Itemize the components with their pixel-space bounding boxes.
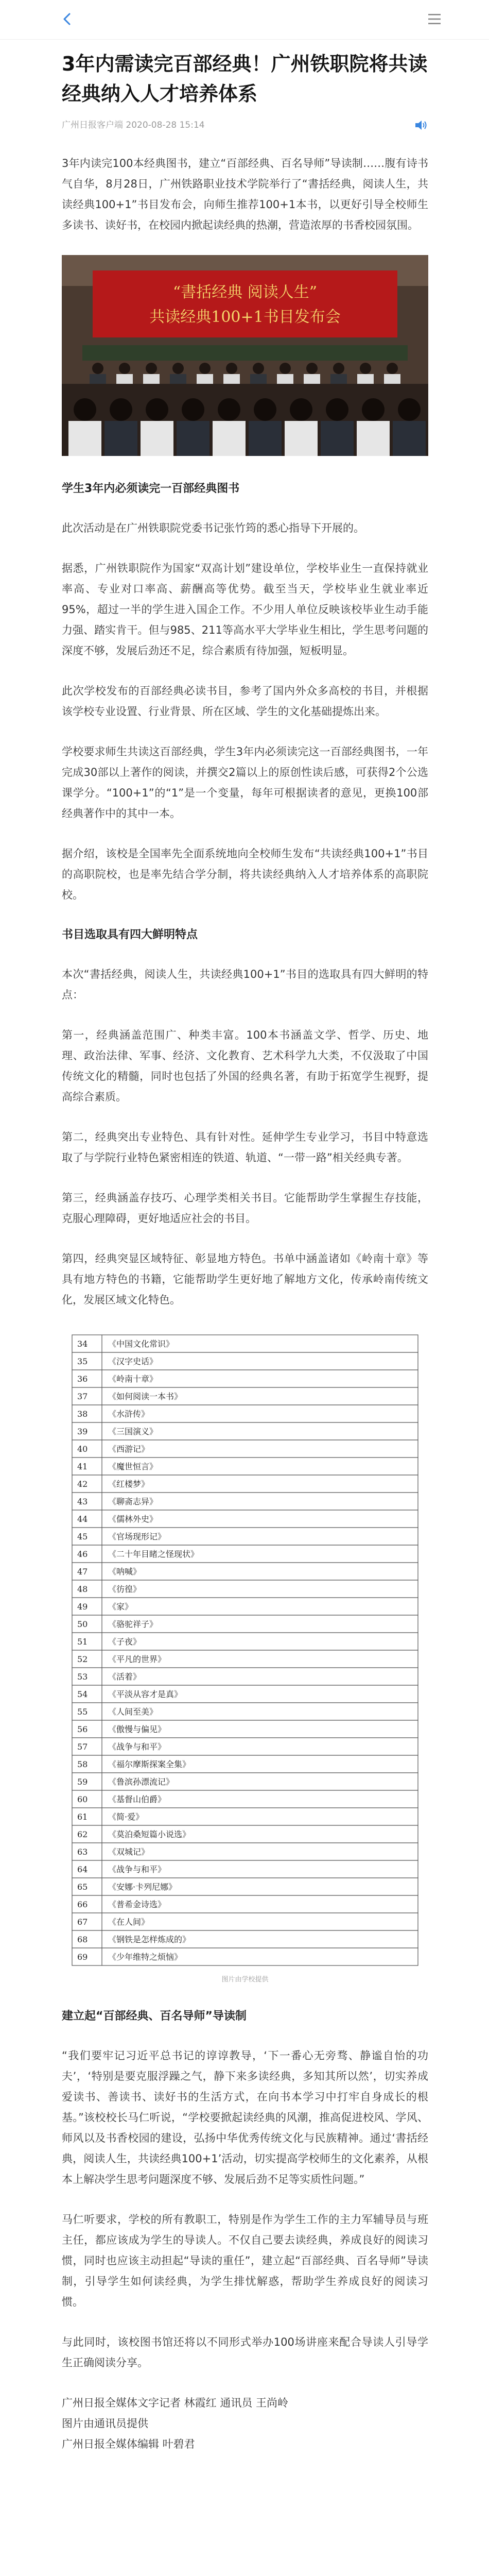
table-row-number: 45 <box>77 1532 88 1541</box>
table-row-title: 《傲慢与偏见》 <box>108 1724 166 1734</box>
table-row-title: 《福尔摩斯探案全集》 <box>108 1759 191 1769</box>
table-row-title: 《平凡的世界》 <box>108 1654 166 1664</box>
section2-paragraph: 第四，经典突显区域特征、彰显地方特色。书单中涵盖诸如《岭南十章》等具有地方特色的书籍，它能帮助学生更好地了解地方文化，传承岭南传统文化，发展区域文化特色。 <box>62 1252 428 1306</box>
table-row-number: 52 <box>77 1654 88 1664</box>
article-credits <box>62 2393 428 2454</box>
table-row-title: 《中国文化常识》 <box>108 1339 174 1349</box>
ceremony-photo-illustration <box>62 255 428 456</box>
section1-paragraph: 学校要求师生共读这百部经典，学生3年内必须读完这一百部经典图书，一年完成30部以上著作的阅读，并撰交2篇以上的原创性读后感，可获得2个公选课学分。“100+1”的“1”是一个变量，每年可根据读者的意见，更换100部经典著作中的其中一本。 <box>62 745 428 820</box>
table-row-title: 《呐喊》 <box>108 1567 142 1577</box>
table-row-number: 35 <box>77 1357 88 1366</box>
table-row-number: 47 <box>77 1567 88 1577</box>
article-title: 3年内需读完百部经典！广州铁职院将共读经典纳入人才培养体系 <box>62 53 428 105</box>
table-row-title: 《彷徨》 <box>108 1584 142 1594</box>
table-row-number: 39 <box>77 1427 88 1436</box>
credit-line: 广州日报全媒体文字记者 林霞红 通讯员 王尚岭 <box>62 2397 289 2409</box>
table-row-number: 69 <box>77 1952 88 1962</box>
section1-paragraph: 此次活动是在广州铁职院党委书记张竹筠的悉心指导下开展的。 <box>62 522 364 534</box>
section2-paragraph: 第二，经典突出专业特色、具有针对性。延伸学生专业学习，书目中特意选取了与学院行业特色紧密相连的铁道、轨道、“一带一路”相关经典专著。 <box>62 1131 428 1164</box>
table-caption: 图片由学校提供 <box>221 1976 269 1984</box>
table-row-title: 《钢铁是怎样炼成的》 <box>108 1935 191 1944</box>
table-row-number: 38 <box>77 1409 88 1419</box>
banner-line-1: “書括经典 阅读人生” <box>172 283 318 301</box>
table-row-number: 51 <box>77 1637 88 1647</box>
article-content <box>0 49 489 2454</box>
table-row-title: 《汉字史话》 <box>108 1357 158 1366</box>
section1-paragraph: 据悉，广州铁职院作为国家“双高计划”建设单位，学校毕业生一直保持就业率高、专业对口率高、薪酬高等优势。截至当天，学校毕业生就业率近95%，超过一半的学生进入国企工作。不少用人单位反映该校毕业生动手能力强、踏实肯干。但与985、211等高水平大学毕业生相比，学生思考问题的深度不够，发展后劲还不足，综合素质有待加强，短板明显。 <box>62 562 428 657</box>
table-row-number: 48 <box>77 1584 88 1594</box>
section3-paragraph: “我们要牢记习近平总书记的谆谆教导，‘下一番心无旁骛、静谧自怡的功夫’，‘特别是要克服浮躁之气，静下来多读经典，多知其所以然’，切实养成爱读书、善读书、读好书的生活方式，在向书本学习中打牢自身成长的根基。”该校校长马仁听说，“学校要掀起读经典的风潮，推高促进校风、学风、师风以及书香校园的建设，弘扬中华优秀传统文化与民族精神。通过‘書括经典，阅读人生，共读经典100+1’活动，切实提高学校师生的文化素养，从根本上解决学生思考问题深度不够、发展后劲不足等实质性问题。” <box>62 2049 428 2185</box>
table-row-number: 54 <box>77 1689 88 1699</box>
table-row-number: 49 <box>77 1602 88 1612</box>
table-row-number: 56 <box>77 1724 88 1734</box>
table-row-number: 59 <box>77 1777 88 1787</box>
credit-line: 图片由通讯员提供 <box>62 2417 148 2430</box>
table-row-title: 《安娜·卡列尼娜》 <box>108 1882 177 1892</box>
table-row-title: 《家》 <box>108 1602 133 1612</box>
table-row-title: 《岭南十章》 <box>108 1374 158 1384</box>
hamburger-menu-icon[interactable] <box>427 12 442 26</box>
table-row-number: 46 <box>77 1549 88 1559</box>
table-row-number: 42 <box>77 1479 88 1489</box>
section1-paragraph: 此次学校发布的百部经典必读书目，参考了国内外众多高校的书目，并根据该学校专业设置、行业背景、所在区域、学生的文化基础提炼出来。 <box>62 685 428 718</box>
table-row-title: 《战争与和平》 <box>108 1865 166 1874</box>
table-row-number: 34 <box>77 1339 88 1349</box>
table-row-title: 《战争与和平》 <box>108 1742 166 1752</box>
table-row-title: 《普希金诗选》 <box>108 1900 166 1909</box>
table-row-number: 58 <box>77 1759 88 1769</box>
table-row-title: 《聊斋志异》 <box>108 1497 158 1506</box>
table-row-number: 68 <box>77 1935 88 1944</box>
table-row-number: 37 <box>77 1392 88 1401</box>
table-row-title: 《水浒传》 <box>108 1409 150 1419</box>
banner-line-2: 共读经典100+1书目发布会 <box>149 308 341 326</box>
table-row-number: 55 <box>77 1707 88 1717</box>
table-row-number: 64 <box>77 1865 88 1874</box>
section3-paragraph: 与此同时，该校图书馆还将以不同形式举办100场讲座来配合导读人引导学生正确阅读分享。 <box>62 2336 428 2369</box>
intro-paragraph: 3年内读完100本经典图书，建立“百部经典、百名导师”导读制……腹有诗书气自华，8月28日，广州铁路职业技术学院举行了“書括经典，阅读人生，共读经典100+1”书目发布会，向师生推荐100+1本书，以更好引导全校师生多读书、读好书，在校园内掀起读经典的热潮，营造浓厚的书香校园氛围。 <box>62 157 428 231</box>
ceremony-photo <box>62 255 428 456</box>
section2-heading: 书目选取具有四大鲜明特点 <box>62 928 198 941</box>
table-row-title: 《西游记》 <box>108 1444 150 1454</box>
table-row-number: 44 <box>77 1514 88 1524</box>
speaker-icon[interactable] <box>414 119 428 131</box>
table-row-title: 《双城记》 <box>108 1847 150 1857</box>
table-row-number: 65 <box>77 1882 88 1892</box>
section1-heading: 学生3年内必须读完一百部经典图书 <box>62 482 240 495</box>
table-row-number: 66 <box>77 1900 88 1909</box>
table-row-number: 62 <box>77 1829 88 1839</box>
chevron-left-icon[interactable] <box>61 12 74 26</box>
table-row-title: 《儒林外史》 <box>108 1514 158 1524</box>
table-row-title: 《二十年目睹之怪现状》 <box>108 1549 199 1559</box>
table-row-title: 《平淡从容才是真》 <box>108 1689 183 1699</box>
table-row-title: 《基督山伯爵》 <box>108 1794 166 1804</box>
book-list-table <box>62 1330 428 1969</box>
table-row-number: 43 <box>77 1497 88 1506</box>
article-meta <box>62 115 428 135</box>
table-row-title: 《人间至美》 <box>108 1707 158 1717</box>
table-row-title: 《子夜》 <box>108 1637 142 1647</box>
credit-line: 广州日报全媒体编辑 叶碧君 <box>62 2438 195 2450</box>
table-row-number: 36 <box>77 1374 88 1384</box>
section2-paragraph: 第三，经典涵盖存技巧、心理学类相关书目。它能帮助学生掌握生存技能，克服心理障碍，更好地适应社会的书目。 <box>62 1192 428 1225</box>
top-bar <box>0 0 489 40</box>
table-row-number: 60 <box>77 1794 88 1804</box>
section2-paragraph: 本次“書括经典，阅读人生，共读经典100+1”书目的选取具有四大鲜明的特点： <box>62 968 428 1001</box>
section2-paragraph: 第一，经典涵盖范围广、种类丰富。100本书涵盖文学、哲学、历史、地理、政治法律、军事、经济、文化教育、艺术科学九大类，不仅汲取了中国传统文化的精髓，同时也包括了外国的经典名著，有助于拓宽学生视野，提高综合素质。 <box>62 1029 428 1103</box>
section3-heading: 建立起“百部经典、百名导师”导读制 <box>62 2010 247 2023</box>
table-row-title: 《三国演义》 <box>108 1427 158 1436</box>
table-row-title: 《官场现形记》 <box>108 1532 166 1541</box>
table-row-title: 《在人间》 <box>108 1917 150 1927</box>
table-row-number: 53 <box>77 1672 88 1682</box>
table-row-title: 《红楼梦》 <box>108 1479 150 1489</box>
table-row-title: 《鲁滨孙漂流记》 <box>108 1777 174 1787</box>
table-row-number: 41 <box>77 1462 88 1471</box>
source-and-time: 广州日报客户端 2020-08-28 15:14 <box>62 120 205 130</box>
table-row-number: 67 <box>77 1917 88 1927</box>
table-row-number: 61 <box>77 1812 88 1822</box>
table-row-title: 《少年维特之烦恼》 <box>108 1952 183 1962</box>
table-row-number: 57 <box>77 1742 88 1752</box>
section1-paragraph: 据介绍，该校是全国率先全面系统地向全校师生发布“共读经典100+1”书目的高职院校，也是率先结合学分制，将共读经典纳入人才培养体系的高职院校。 <box>62 848 428 901</box>
table-row-title: 《魔世恒言》 <box>108 1462 158 1471</box>
section3-paragraph: 马仁听要求，学校的所有教职工，特别是作为学生工作的主力军辅导员与班主任，都应该成为学生的导读人。不仅自己要去读经典，养成良好的阅读习惯，同时也应该主动担起“导读的重任”，建立起“百部经典、百名导师”导读制，引导学生如何读经典，为学生排忧解惑，帮助学生养成良好的阅读习惯。 <box>62 2213 428 2308</box>
table-row-title: 《活着》 <box>108 1672 142 1682</box>
table-row-title: 《如何阅读一本书》 <box>108 1392 183 1401</box>
table-row-number: 63 <box>77 1847 88 1857</box>
table-row-number: 40 <box>77 1444 88 1454</box>
table-row-title: 《莫泊桑短篇小说选》 <box>108 1829 191 1839</box>
table-row-title: 《简·爱》 <box>108 1812 144 1822</box>
table-row-title: 《骆驼祥子》 <box>108 1619 158 1629</box>
table-row-number: 50 <box>77 1619 88 1629</box>
